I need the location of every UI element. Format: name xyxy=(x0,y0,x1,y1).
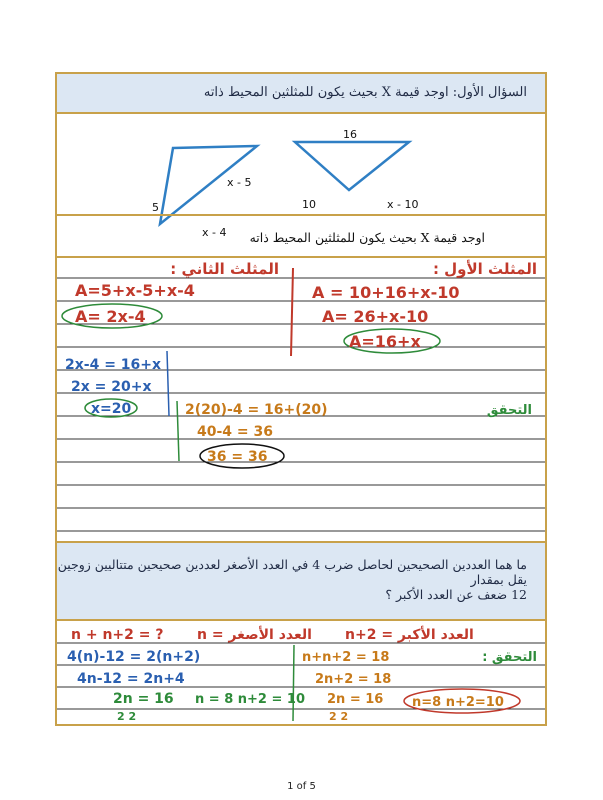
solve2: 2x = 20+x xyxy=(71,379,152,395)
work1-area xyxy=(57,256,545,541)
t1-side-a: 5 xyxy=(152,201,159,214)
first-eq1: A = 10+16+x-10 xyxy=(312,283,460,302)
worksheet-frame xyxy=(55,72,547,726)
w2-c3: 2n = 16 xyxy=(327,692,384,707)
w2-c3-den: 2 2 xyxy=(329,710,349,723)
first-eq2: A= 26+x-10 xyxy=(322,307,429,326)
question1-header xyxy=(57,74,545,114)
solve1: 2x-4 = 16+x xyxy=(65,357,162,373)
check2: 40-4 = 36 xyxy=(197,424,273,440)
w2-eq3: 4n-12 = 2n+4 xyxy=(77,671,185,687)
second-triangle-label: المثلث الثاني : xyxy=(170,260,279,278)
question1-repeat: اوجد قيمة X بحيث يكون للمثلثين المحيط ذاته xyxy=(249,230,485,245)
question2-header xyxy=(57,541,545,621)
t2-side-c: x - 10 xyxy=(387,198,419,211)
t1-side-c: x - 4 xyxy=(202,226,227,239)
work2-area xyxy=(57,621,545,726)
w2-c1: n+n+2 = 18 xyxy=(302,650,390,665)
first-eq3: A=16+x xyxy=(349,332,421,351)
w2-c4: n=8 n+2=10 xyxy=(412,695,504,710)
page-number: 1 of 5 xyxy=(287,781,316,792)
first-triangle-label: المثلث الأول : xyxy=(432,260,537,278)
w2-eq1: n + n+2 = ? xyxy=(71,627,164,643)
triangle-2 xyxy=(295,142,409,190)
check1: 2(20)-4 = 16+(20) xyxy=(185,402,328,418)
w2-eq4: 2n = 16 xyxy=(113,691,174,707)
solve3: x=20 xyxy=(91,401,132,417)
second-eq2: A= 2x-4 xyxy=(75,307,146,326)
t2-side-a: 16 xyxy=(343,128,357,141)
question2-line2: 12 ضعف عن العدد الأكبر ؟ xyxy=(385,587,527,602)
question2-line1: ما هما العددين الصحيحين لحاصل ضرب 4 في العدد الأصغر لعددين صحيحين متتاليين زوجين يقل بمقدار xyxy=(57,557,527,587)
t2-side-b: 10 xyxy=(302,198,316,211)
second-eq1: A=5+x-5+x-4 xyxy=(75,281,195,300)
work1-separator xyxy=(291,268,293,356)
w2-eq5: n = 8 n+2 = 10 xyxy=(195,692,305,707)
w2-big-label: n+2 = العدد الأكبر xyxy=(345,627,474,643)
w2-eq4-den: 2 2 xyxy=(117,710,137,723)
w2-check-label: التحقق : xyxy=(482,650,537,665)
divider xyxy=(57,214,545,216)
w2-small-label: n = العدد الأصغر xyxy=(197,627,312,643)
t1-side-b: x - 5 xyxy=(227,176,252,189)
question1-title: السؤال الأول: اوجد قيمة X بحيث يكون للمثلثين المحيط ذاته xyxy=(203,85,527,100)
w2-eq2: 4(n)-12 = 2(n+2) xyxy=(67,649,201,665)
w2-c2: 2n+2 = 18 xyxy=(315,672,392,687)
check-label: التحقق xyxy=(486,403,532,418)
check3: 36 = 36 xyxy=(207,449,268,465)
